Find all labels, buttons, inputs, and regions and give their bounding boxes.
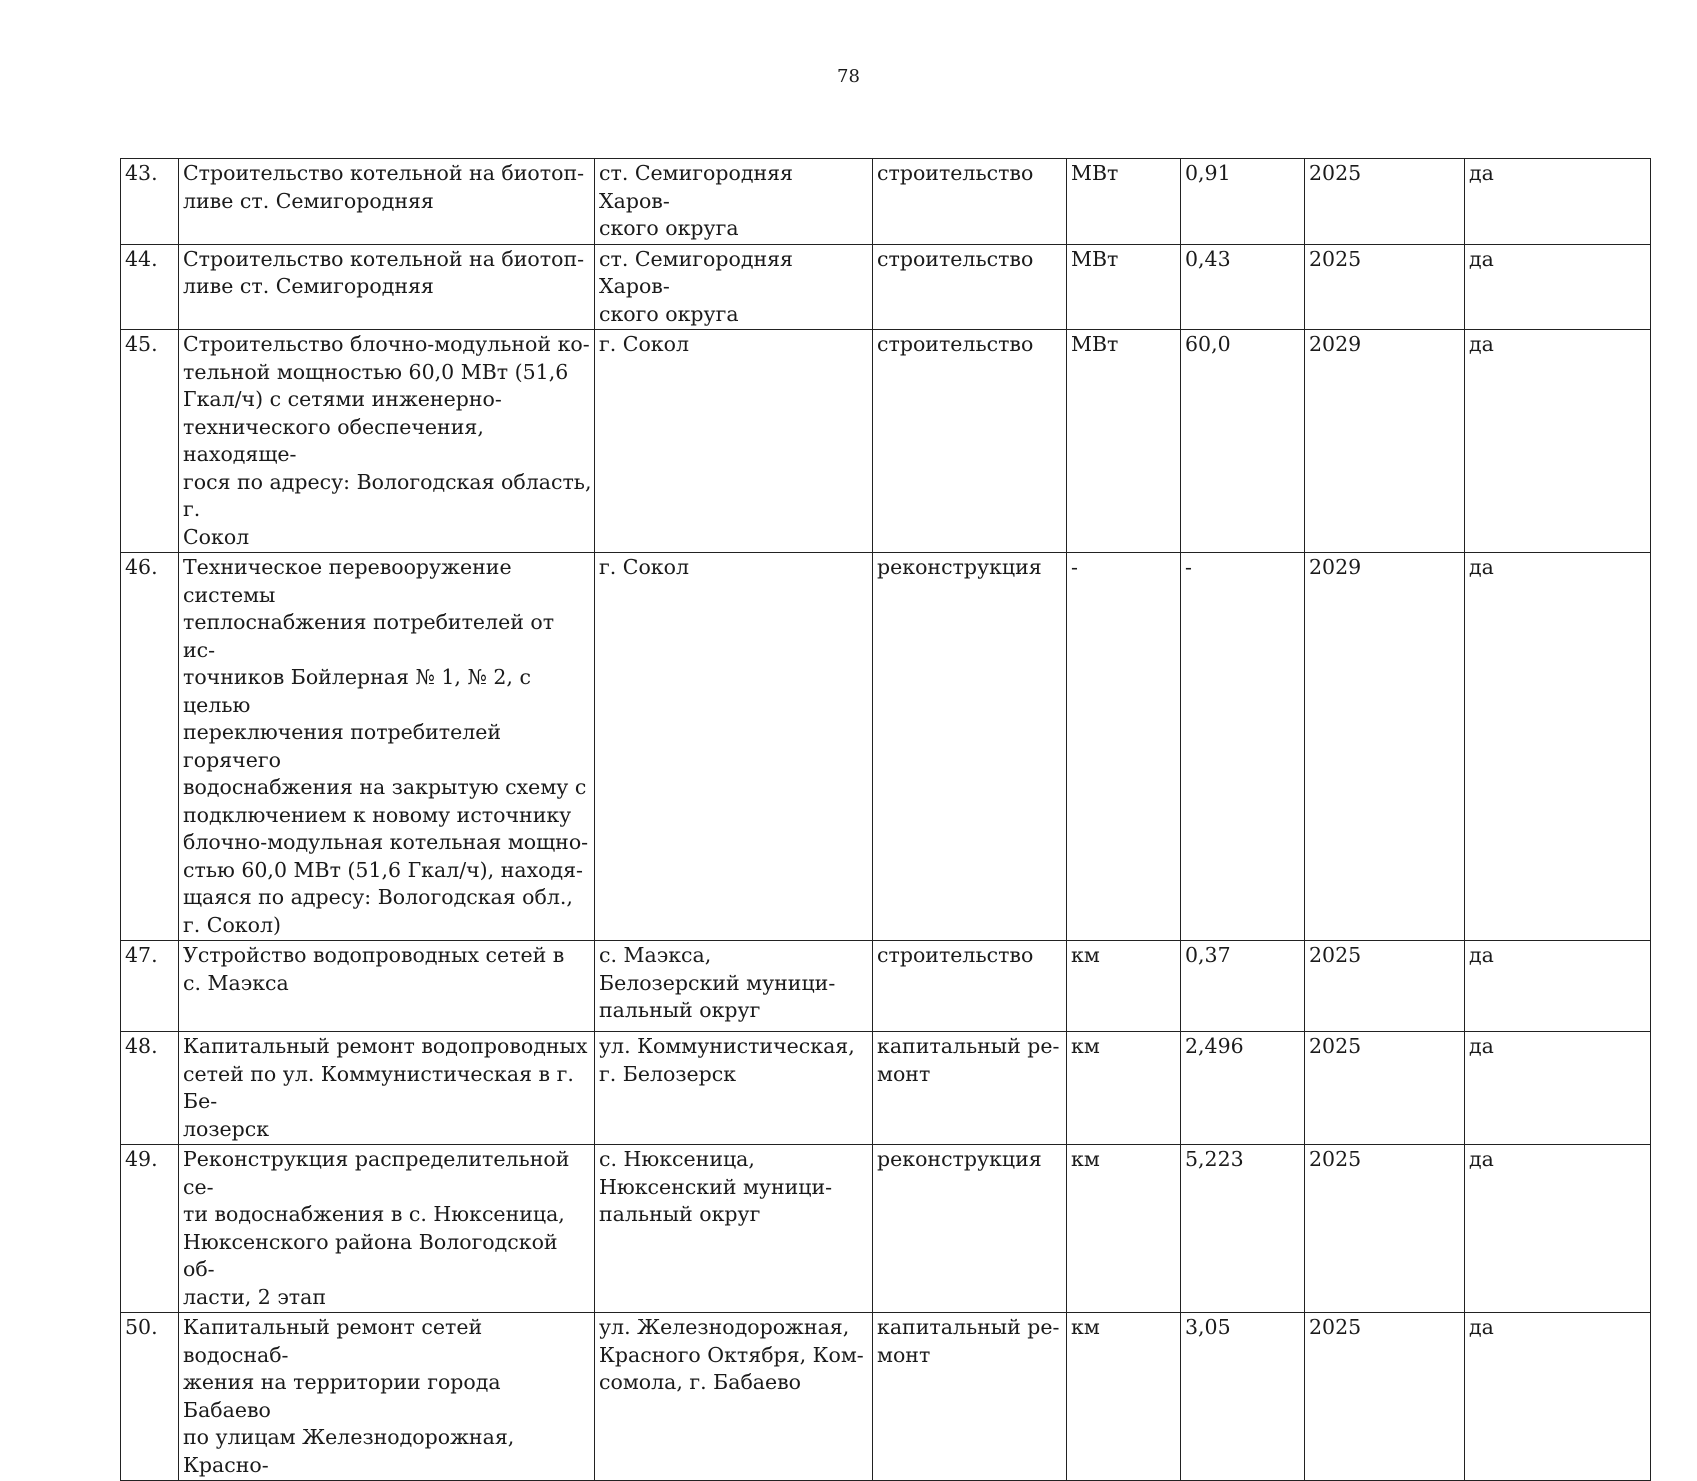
flag-cell: [1465, 330, 1651, 553]
table-row: [121, 941, 1651, 1032]
year-text: 2025: [1309, 1034, 1362, 1058]
project-name-text: Капитальный ремонт водопроводных сетей по ул. Коммунистическая в г. Бе- лозерск: [183, 1034, 588, 1141]
work-type-text: строительство: [877, 161, 1034, 185]
unit-text: МВт: [1071, 246, 1119, 271]
unit-cell: [1067, 553, 1181, 941]
flag-cell: [1465, 1032, 1651, 1145]
flag-cell: [1465, 553, 1651, 941]
flag-text: да: [1469, 161, 1494, 185]
work-type-text: строительство: [877, 246, 1034, 271]
unit-text: км: [1071, 1315, 1100, 1339]
location-cell: [595, 1313, 873, 1481]
row-number-text: 46.: [125, 555, 158, 579]
unit-text: МВт: [1071, 332, 1119, 356]
year-cell: [1305, 1032, 1465, 1145]
unit-text: МВт: [1071, 161, 1119, 185]
unit-cell: [1067, 330, 1181, 553]
project-name-text: Строительство котельной на биотоп- ливе ст. Семигородняя: [183, 161, 585, 213]
location-cell: [595, 941, 873, 1032]
unit-text: км: [1071, 1147, 1100, 1171]
capacity-value-cell: [1181, 1313, 1305, 1481]
work-type-cell: [873, 1145, 1067, 1313]
table-body: [121, 159, 1651, 1481]
capacity-value-text: 60,0: [1185, 332, 1231, 356]
flag-cell: [1465, 1313, 1651, 1481]
work-type-text: капитальный ре- монт: [877, 1315, 1060, 1367]
capacity-value-cell: [1181, 244, 1305, 330]
work-type-text: строительство: [877, 332, 1034, 356]
work-type-cell: [873, 244, 1067, 330]
unit-text: км: [1071, 1034, 1100, 1058]
row-number-text: 43.: [125, 161, 158, 185]
location-cell: [595, 1145, 873, 1313]
project-name-cell: [179, 244, 595, 330]
row-number-cell: [121, 244, 179, 330]
year-cell: [1305, 553, 1465, 941]
flag-cell: [1465, 941, 1651, 1032]
work-type-text: реконструкция: [877, 555, 1042, 579]
year-text: 2025: [1309, 1315, 1362, 1339]
project-name-cell: [179, 941, 595, 1032]
table-row: [121, 330, 1651, 553]
year-cell: [1305, 1145, 1465, 1313]
capacity-value-text: 0,37: [1185, 943, 1231, 967]
unit-cell: [1067, 1032, 1181, 1145]
capacity-value-cell: [1181, 330, 1305, 553]
row-number-cell: [121, 159, 179, 245]
unit-cell: [1067, 244, 1181, 330]
capacity-value-text: 2,496: [1185, 1034, 1244, 1058]
location-cell: [595, 330, 873, 553]
year-cell: [1305, 941, 1465, 1032]
table-row: [121, 244, 1651, 330]
capacity-value-cell: [1181, 159, 1305, 245]
location-text: г. Сокол: [599, 332, 689, 356]
capacity-value-cell: [1181, 1032, 1305, 1145]
flag-text: да: [1469, 246, 1494, 271]
capacity-value-text: 0,43: [1185, 246, 1231, 271]
year-text: 2025: [1309, 161, 1362, 185]
location-cell: [595, 1032, 873, 1145]
project-name-text: Строительство блочно-модульной ко- тельной мощностью 60,0 МВт (51,6 Гкал/ч) с сетями инженерно- технического обеспечения, находяще- гося по адресу: Вологодская область, г. Сокол: [183, 332, 592, 549]
row-number-cell: [121, 1032, 179, 1145]
table-row: [121, 1032, 1651, 1145]
year-cell: [1305, 159, 1465, 245]
table-row: [121, 159, 1651, 245]
location-cell: [595, 159, 873, 245]
project-name-text: Капитальный ремонт сетей водоснаб- жения на территории города Бабаево по улицам Железнодорожная, Красно-: [183, 1315, 515, 1477]
work-type-text: капитальный ре- монт: [877, 1034, 1060, 1086]
work-type-cell: [873, 941, 1067, 1032]
flag-text: да: [1469, 1147, 1494, 1171]
year-text: 2029: [1309, 332, 1362, 356]
work-type-cell: [873, 159, 1067, 245]
row-number-text: 49.: [125, 1147, 158, 1171]
row-number-cell: [121, 1313, 179, 1481]
unit-text: км: [1071, 943, 1100, 967]
project-name-cell: [179, 159, 595, 245]
flag-cell: [1465, 159, 1651, 245]
year-text: 2025: [1309, 1147, 1362, 1171]
work-type-cell: [873, 1032, 1067, 1145]
location-text: г. Сокол: [599, 555, 689, 579]
project-name-cell: [179, 553, 595, 941]
capacity-value-text: 3,05: [1185, 1315, 1231, 1339]
project-name-text: Устройство водопроводных сетей в с. Маэкса: [183, 943, 565, 995]
capacity-value-cell: [1181, 553, 1305, 941]
row-number-cell: [121, 553, 179, 941]
location-cell: [595, 244, 873, 330]
row-number-cell: [121, 941, 179, 1032]
row-number-text: 44.: [125, 246, 158, 271]
year-cell: [1305, 244, 1465, 330]
location-text: ул. Коммунистическая, г. Белозерск: [599, 1034, 855, 1086]
table-row: [121, 1313, 1651, 1481]
flag-text: да: [1469, 1034, 1494, 1058]
location-text: ст. Семигородняя Харов- ского округа: [599, 246, 793, 326]
capacity-value-text: 5,223: [1185, 1147, 1244, 1171]
year-text: 2029: [1309, 555, 1362, 579]
work-type-text: реконструкция: [877, 1147, 1042, 1171]
location-text: ул. Железнодорожная, Красного Октября, Ком- сомола, г. Бабаево: [599, 1315, 864, 1394]
project-name-cell: [179, 1313, 595, 1481]
location-text: с. Маэкса, Белозерский муници- пальный округ: [599, 943, 836, 1022]
project-name-text: Реконструкция распределительной се- ти водоснабжения в с. Нюксеница, Нюксенского района Вологодской об- ласти, 2 этап: [183, 1147, 570, 1309]
project-name-cell: [179, 1032, 595, 1145]
flag-text: да: [1469, 555, 1494, 579]
project-name-cell: [179, 1145, 595, 1313]
capacity-value-text: 0,91: [1185, 161, 1231, 185]
work-type-cell: [873, 330, 1067, 553]
unit-cell: [1067, 941, 1181, 1032]
unit-cell: [1067, 159, 1181, 245]
year-cell: [1305, 330, 1465, 553]
year-cell: [1305, 1313, 1465, 1481]
page-number: 78: [837, 66, 860, 87]
project-name-cell: [179, 330, 595, 553]
work-type-cell: [873, 1313, 1067, 1481]
flag-cell: [1465, 244, 1651, 330]
flag-text: да: [1469, 943, 1494, 967]
capacity-value-cell: [1181, 941, 1305, 1032]
unit-cell: [1067, 1313, 1181, 1481]
work-type-text: строительство: [877, 943, 1034, 967]
table-row: [121, 1145, 1651, 1313]
table-row: [121, 553, 1651, 941]
location-cell: [595, 553, 873, 941]
row-number-text: 48.: [125, 1034, 158, 1058]
location-text: с. Нюксеница, Нюксенский муници- пальный округ: [599, 1147, 833, 1226]
project-name-text: Техническое перевооружение системы теплоснабжения потребителей от ис- точников Бойлерная № 1, № 2, с целью переключения потребителей горячего водоснабжения на закрытую схему с подключением к новому источнику блочно-модульная котельная мощно- стью 60,0 МВт (51,6 Гкал/ч), находя- щаяся по адресу: Вологодская обл., г. Сокол): [183, 555, 589, 937]
unit-text: -: [1071, 555, 1078, 579]
work-type-cell: [873, 553, 1067, 941]
year-text: 2025: [1309, 246, 1362, 271]
row-number-text: 47.: [125, 943, 158, 967]
year-text: 2025: [1309, 943, 1362, 967]
projects-table: [120, 158, 1651, 1481]
row-number-cell: [121, 330, 179, 553]
unit-cell: [1067, 1145, 1181, 1313]
project-name-text: Строительство котельной на биотоп- ливе ст. Семигородняя: [183, 246, 585, 298]
row-number-text: 50.: [125, 1315, 158, 1339]
flag-cell: [1465, 1145, 1651, 1313]
capacity-value-cell: [1181, 1145, 1305, 1313]
row-number-text: 45.: [125, 332, 158, 356]
capacity-value-text: -: [1185, 555, 1192, 579]
flag-text: да: [1469, 332, 1494, 356]
location-text: ст. Семигородняя Харов- ского округа: [599, 161, 793, 240]
flag-text: да: [1469, 1315, 1494, 1339]
row-number-cell: [121, 1145, 179, 1313]
